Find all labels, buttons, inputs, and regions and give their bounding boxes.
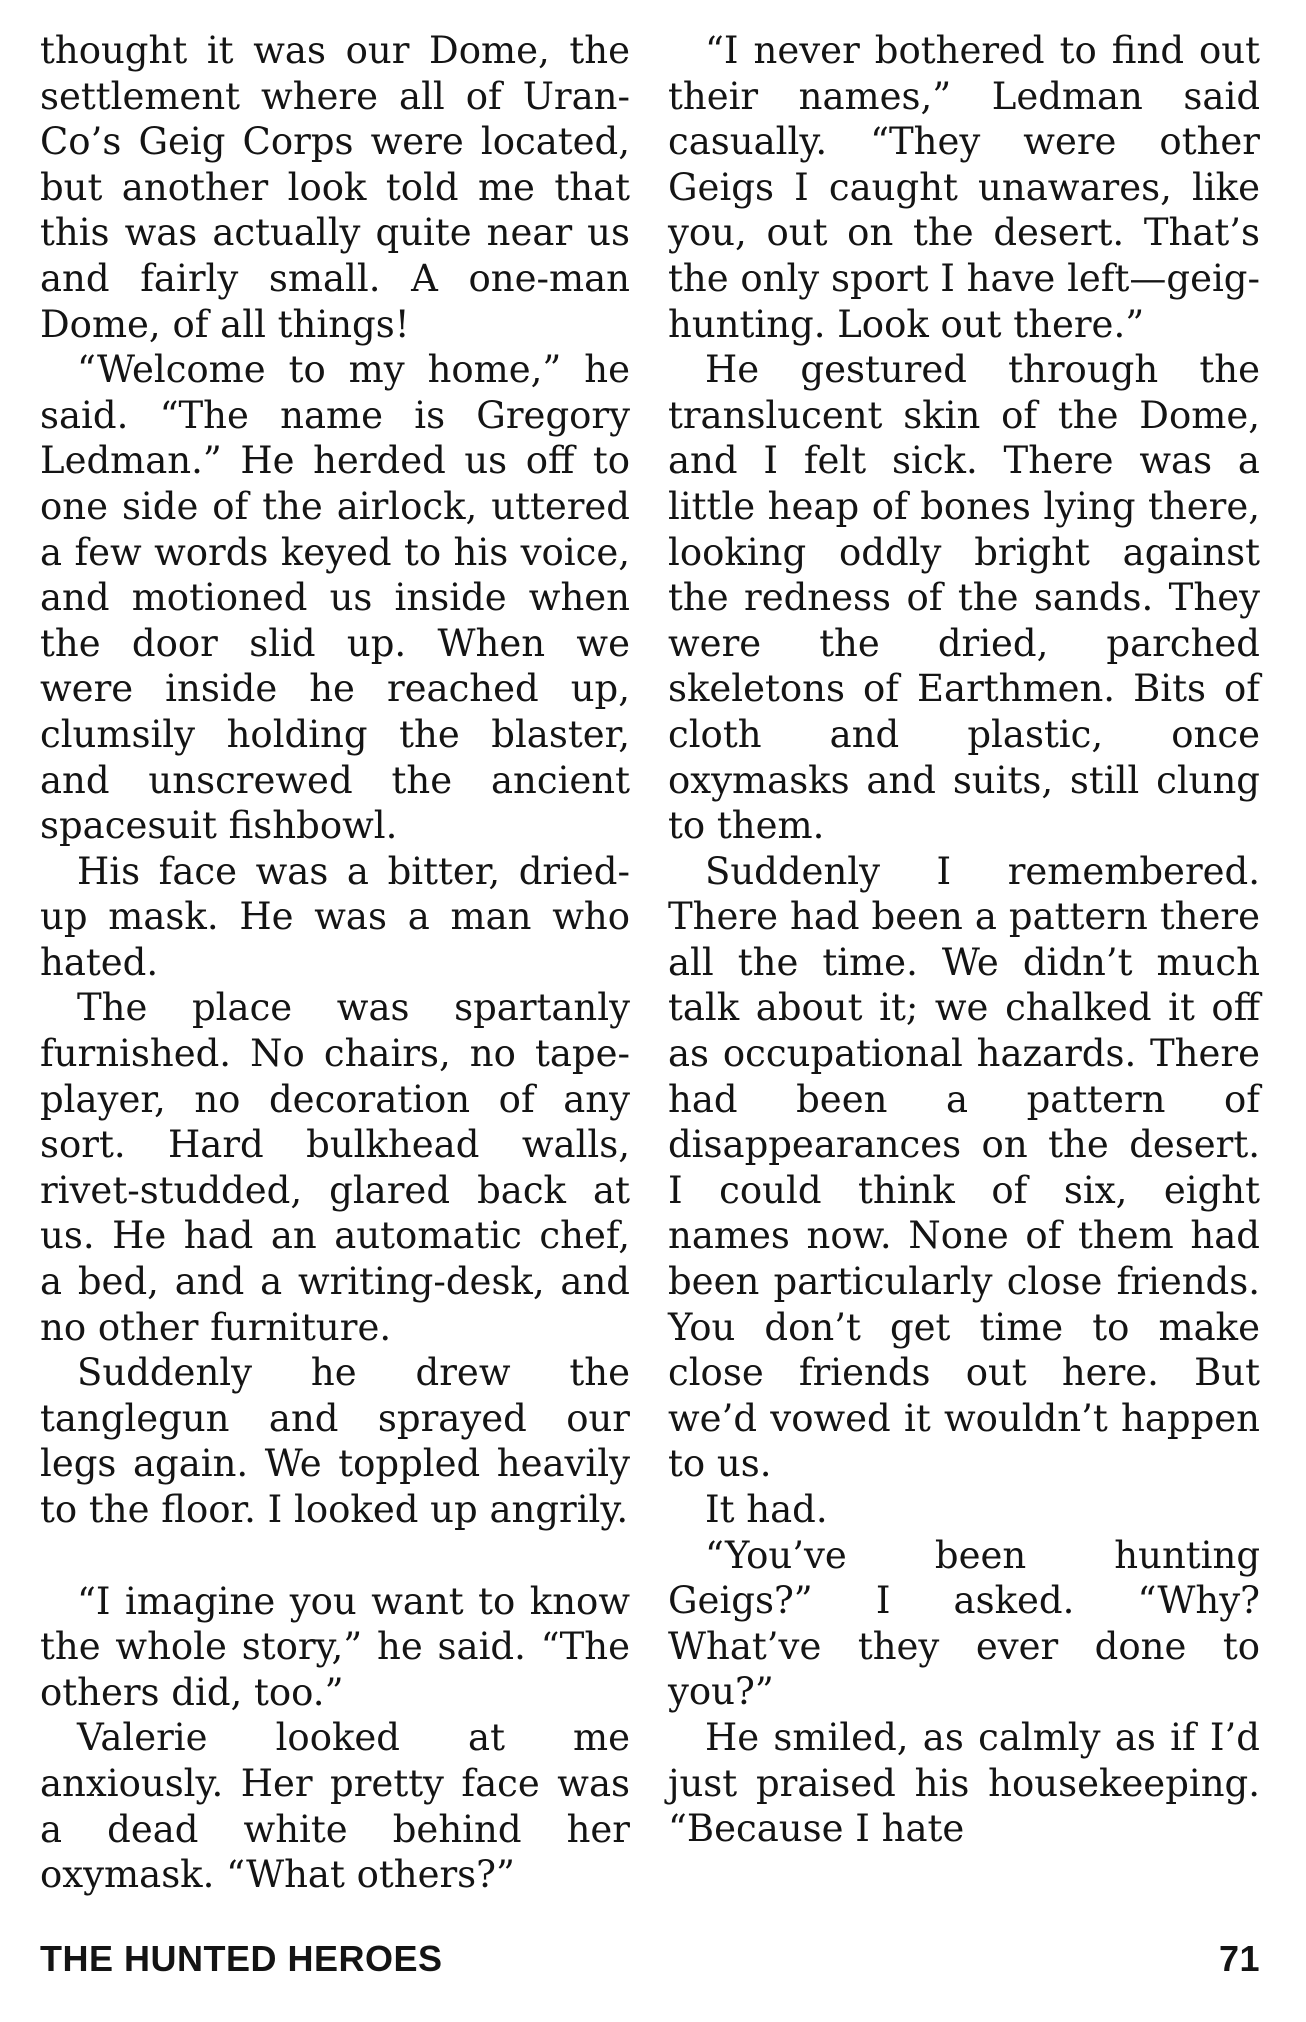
- paragraph: “I imagine you want to know the whole story,” he said. “The others did, too.”: [40, 1579, 630, 1714]
- paragraph: thought it was our Dome, the settlement where all of Uran-Co’s Geig Corps were located, but another look told me that this was actually quite near us and fairly small. A one-man Dome, of all things!: [40, 29, 630, 346]
- paragraph: “You’ve been hunting Geigs?” I asked. “Why? What’ve they ever done to you?”: [668, 1533, 1260, 1714]
- paragraph: He smiled, as calmly as if I’d just praised his housekeeping. “Because I hate: [668, 1715, 1260, 1851]
- right-text-column: [668, 28, 1260, 1852]
- paragraph: “I never bothered to find out their names,” Ledman said casually. “They were other Geigs I caught unawares, like you, out on the desert. That’s the only sport I have left—geig-hunting. Look out there.”: [668, 29, 1260, 346]
- running-title: THE HUNTED HEROES: [40, 1938, 443, 1979]
- paragraph: His face was a bitter, dried-up mask. He was a man who hated.: [40, 849, 630, 984]
- paragraph: Valerie looked at me anxiously. Her pretty face was a dead white behind her oxymask. “What others?”: [40, 1716, 630, 1897]
- paragraph: Suddenly he drew the tanglegun and sprayed our legs again. We toppled heavily to the floor. I looked up angrily.: [40, 1351, 630, 1531]
- paragraph: The place was spartanly furnished. No chairs, no tape-player, no decoration of any sort. Hard bulkhead walls, rivet-studded, glared back at us. He had an automatic chef, a bed, and a writing-desk, and no other furniture.: [40, 986, 630, 1349]
- page-number: 71: [1218, 1938, 1260, 1979]
- paragraph: Suddenly I remembered. There had been a pattern there all the time. We didn’t much talk about it; we chalked it off as occupational hazards. There had been a pattern of disappearances on the desert. I could think of six, eight names now. None of them had been particularly close friends. You don’t get time to make close friends out here. But we’d vowed it wouldn’t happen to us.: [668, 849, 1260, 1486]
- paragraph: “Welcome to my home,” he said. “The name is Gregory Ledman.” He herded us off to one side of the airlock, uttered a few words keyed to his voice, and motioned us inside when the door slid up. When we were inside he reached up, clumsily holding the blaster, and unscrewed the ancient spacesuit fishbowl.: [40, 348, 630, 848]
- paragraph: It had.: [705, 1488, 828, 1531]
- paragraph: He gestured through the translucent skin of the Dome, and I felt sick. There was a little heap of bones lying there, looking oddly bright against the redness of the sands. They were the dried, parched skeletons of Earthmen. Bits of cloth and plastic, once oxymasks and suits, still clung to them.: [668, 348, 1260, 848]
- left-text-column: [40, 28, 630, 1898]
